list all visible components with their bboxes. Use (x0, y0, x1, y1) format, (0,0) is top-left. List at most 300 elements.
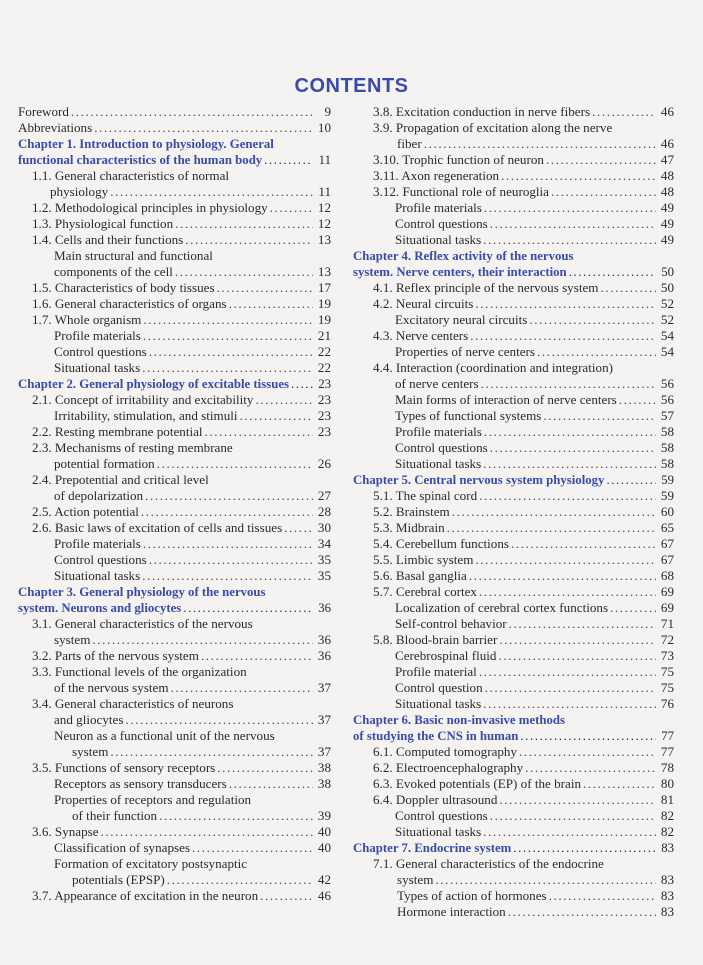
toc-leader-dots (520, 728, 656, 744)
toc-entry-title: Control question (395, 680, 483, 695)
toc-page-number: 81 (660, 792, 674, 807)
toc-page-number: 40 (317, 824, 331, 839)
toc-page-number: 83 (660, 888, 674, 903)
toc-page-number: 68 (660, 568, 674, 583)
toc-leader-dots (483, 456, 656, 472)
toc-entry (353, 504, 674, 520)
toc-entry (18, 344, 331, 360)
toc-leader-dots (481, 376, 656, 392)
toc-leader-dots (546, 152, 656, 168)
toc-entry (353, 232, 674, 248)
toc-entry-title: 3.7. Appearance of excitation in the neuron (32, 888, 259, 903)
toc-page-number: 49 (660, 216, 674, 231)
toc-leader-dots (270, 200, 313, 216)
toc-leader-dots (475, 552, 656, 568)
toc-entry-title: 3.12. Functional role of neuroglia (373, 184, 549, 199)
toc-leader-dots (583, 776, 656, 792)
toc-entry-title: Types of action of hormones (397, 888, 547, 903)
toc-leader-dots (94, 120, 313, 136)
toc-entry (18, 392, 331, 408)
toc-entry (18, 328, 331, 344)
toc-leader-dots (549, 888, 656, 904)
toc-entry-title: 3.6. Synapse (32, 824, 99, 839)
toc-entry: Main structural and functional (54, 248, 213, 263)
toc-leader-dots (424, 136, 656, 152)
toc-entry-title: Profile materials (395, 200, 482, 215)
toc-page-number: 69 (660, 584, 674, 599)
toc-entry-title: Chapter 7. Endocrine system (353, 841, 512, 855)
toc-page-number: 58 (660, 456, 674, 471)
toc-leader-dots (529, 312, 656, 328)
toc-entry (18, 200, 331, 216)
toc-entry (353, 520, 674, 536)
toc-entry-title: 1.4. Cells and their functions (32, 232, 184, 247)
toc-entry (18, 120, 331, 136)
toc-entry-title: Situational tasks (54, 360, 141, 375)
toc-page-number: 75 (660, 680, 674, 695)
toc-leader-dots (284, 520, 313, 536)
toc-page-number: 83 (660, 904, 674, 919)
toc-entry (18, 680, 331, 696)
toc-page-number: 46 (660, 136, 674, 151)
toc-page-number: 80 (660, 776, 674, 791)
toc-leader-dots (255, 392, 313, 408)
toc-entry (353, 888, 674, 904)
toc-entry (18, 216, 331, 232)
toc-entry (353, 840, 674, 856)
toc-page-number: 48 (660, 168, 674, 183)
toc-leader-dots (157, 456, 313, 472)
toc-entry (353, 664, 674, 680)
toc-leader-dots (71, 104, 313, 120)
toc-entry (18, 488, 331, 504)
toc-leader-dots (519, 744, 656, 760)
toc-entry-title: 1.7. Whole organism (32, 312, 142, 327)
toc-entry: 4.4. Interaction (coordination and integration) (373, 360, 613, 375)
toc-entry: Chapter 3. General physiology of the nervous (18, 585, 266, 599)
toc-entry (353, 600, 674, 616)
toc-entry (353, 648, 674, 664)
toc-leader-dots (610, 600, 656, 616)
toc-entry (18, 824, 331, 840)
toc-entry (18, 424, 331, 440)
toc-leader-dots (447, 520, 656, 536)
toc-entry-title: fiber (397, 136, 422, 151)
toc-page-number: 35 (317, 552, 331, 567)
toc-entry (18, 632, 331, 648)
toc-page-number: 82 (660, 808, 674, 823)
toc-page-number: 83 (661, 841, 674, 855)
toc-entry (353, 616, 674, 632)
toc-leader-dots (110, 744, 313, 760)
toc-entry (18, 360, 331, 376)
toc-entry-title: 3.10. Trophic function of neuron (373, 152, 544, 167)
toc-page-number: 75 (660, 664, 674, 679)
toc-entry-title: Situational tasks (395, 232, 482, 247)
toc-entry (353, 872, 674, 888)
toc-entry: Properties of receptors and regulation (54, 792, 252, 807)
toc-left-column (18, 104, 331, 904)
toc-entry (353, 568, 674, 584)
toc-page-number: 71 (660, 616, 674, 631)
toc-entry-title: Situational tasks (395, 824, 482, 839)
toc-page-number: 11 (318, 153, 331, 167)
toc-entry (353, 456, 674, 472)
toc-page-number: 56 (660, 392, 674, 407)
toc-entry (18, 872, 331, 888)
toc-entry (353, 296, 674, 312)
toc-leader-dots (291, 376, 313, 392)
toc-leader-dots (229, 296, 313, 312)
toc-leader-dots (142, 360, 313, 376)
toc-leader-dots (508, 904, 656, 920)
toc-entry-title: Situational tasks (395, 456, 482, 471)
toc-entry (18, 104, 331, 120)
toc-page-number: 77 (660, 744, 674, 759)
toc-entry (353, 728, 674, 744)
toc-entry-title: Profile materials (54, 536, 141, 551)
toc-entry-title: 5.4. Cerebellum functions (373, 536, 510, 551)
toc-entry-title: Foreword (18, 104, 69, 119)
toc-page-number: 35 (317, 568, 331, 583)
toc-page-number: 17 (317, 280, 331, 295)
toc-page-number: 57 (660, 408, 674, 423)
toc-leader-dots (167, 872, 313, 888)
toc-entry (353, 472, 674, 488)
toc-page-number: 46 (317, 888, 331, 903)
toc-leader-dots (435, 872, 656, 888)
toc-entry-title: 5.6. Basal ganglia (373, 568, 467, 583)
toc-leader-dots (110, 184, 313, 200)
toc-entry (353, 536, 674, 552)
toc-page-number: 22 (317, 344, 331, 359)
toc-leader-dots (175, 264, 313, 280)
toc-leader-dots (501, 168, 656, 184)
toc-entry (18, 536, 331, 552)
toc-entry-title: 2.2. Resting membrane potential (32, 424, 203, 439)
toc-entry-title: Localization of cerebral cortex functions (395, 600, 609, 615)
toc-page-number: 58 (660, 440, 674, 455)
toc-leader-dots (143, 312, 313, 328)
toc-entry-title: Control questions (395, 808, 488, 823)
toc-entry (353, 392, 674, 408)
toc-entry (18, 808, 331, 824)
toc-leader-dots (143, 536, 313, 552)
toc-entry (353, 760, 674, 776)
toc-entry (353, 584, 674, 600)
toc-leader-dots (619, 392, 656, 408)
toc-entry (353, 168, 674, 184)
toc-entry-title: system (54, 632, 91, 647)
toc-leader-dots (260, 888, 313, 904)
toc-entry-title: of nerve centers (395, 376, 479, 391)
toc-entry-title: Profile materials (54, 328, 141, 343)
toc-entry (353, 216, 674, 232)
toc-entry-title: Control questions (395, 440, 488, 455)
toc-entry-title: 2.5. Action potential (32, 504, 139, 519)
toc-entry (353, 280, 674, 296)
toc-entry-title: 4.1. Reflex principle of the nervous system (373, 280, 599, 295)
toc-entry-title: 3.5. Functions of sensory receptors (32, 760, 216, 775)
toc-entry-title: system (397, 872, 434, 887)
toc-page-number: 52 (660, 312, 674, 327)
toc-leader-dots (171, 680, 313, 696)
toc-page-number: 13 (317, 232, 331, 247)
toc-page-number: 37 (317, 712, 331, 727)
toc-page-number: 36 (317, 648, 331, 663)
toc-leader-dots (490, 440, 656, 456)
toc-entry: Chapter 6. Basic non-invasive methods (353, 713, 565, 727)
toc-leader-dots (511, 536, 656, 552)
toc-entry (18, 280, 331, 296)
toc-entry-title: 6.1. Computed tomography (373, 744, 518, 759)
toc-entry: Chapter 1. Introduction to physiology. General (18, 137, 274, 151)
toc-page-number: 67 (660, 552, 674, 567)
toc-entry-title: of depolarization (54, 488, 144, 503)
toc-entry (18, 408, 331, 424)
toc-entry-title: and gliocytes (54, 712, 124, 727)
toc-page-number: 30 (317, 520, 331, 535)
toc-leader-dots (600, 280, 656, 296)
toc-entry (18, 312, 331, 328)
toc-page-number: 23 (317, 392, 331, 407)
toc-leader-dots (569, 264, 656, 280)
toc-entry-title: components of the cell (54, 264, 173, 279)
toc-entry (353, 632, 674, 648)
toc-entry (18, 744, 331, 760)
toc-entry-title: physiology (50, 184, 109, 199)
toc-page-number: 12 (317, 200, 331, 215)
toc-leader-dots (143, 328, 313, 344)
toc-entry-title: 5.2. Brainstem (373, 504, 450, 519)
toc-page-number: 36 (317, 632, 331, 647)
toc-entry-title: 6.2. Electroencephalography (373, 760, 524, 775)
toc-entry-title: Control questions (395, 216, 488, 231)
toc-entry-title: system. Neurons and gliocytes (18, 601, 182, 615)
toc-entry-title: Profile materials (395, 424, 482, 439)
toc-leader-dots (499, 792, 656, 808)
toc-entry-title: Profile material (395, 664, 477, 679)
toc-entry-title: Situational tasks (54, 568, 141, 583)
toc-page-number: 50 (661, 265, 674, 279)
toc-entry (353, 200, 674, 216)
page-title: CONTENTS (294, 75, 409, 97)
toc-page-number: 38 (317, 776, 331, 791)
toc-page-number: 47 (660, 152, 674, 167)
toc-page-number: 36 (318, 601, 331, 615)
toc-leader-dots (142, 568, 313, 584)
toc-entry (18, 600, 331, 616)
toc-entry: 1.1. General characteristics of normal (32, 168, 230, 183)
toc-entry (18, 504, 331, 520)
toc-leader-dots (201, 648, 313, 664)
toc-entry: Neuron as a functional unit of the nervous (54, 728, 275, 743)
toc-entry-title: 5.3. Midbrain (373, 520, 445, 535)
toc-leader-dots (217, 760, 313, 776)
toc-entry (18, 376, 331, 392)
toc-page-number: 58 (660, 424, 674, 439)
toc-leader-dots (479, 664, 656, 680)
toc-entry: 3.1. General characteristics of the nervous (32, 616, 253, 631)
toc-page-number: 49 (660, 232, 674, 247)
toc-entry (353, 488, 674, 504)
toc-entry (18, 264, 331, 280)
toc-page-number: 82 (660, 824, 674, 839)
toc-leader-dots (509, 616, 656, 632)
toc-leader-dots (479, 584, 656, 600)
toc-entry-title: 6.3. Evoked potentials (EP) of the brain (373, 776, 581, 791)
toc-leader-dots (185, 232, 313, 248)
toc-page-number: 23 (317, 408, 331, 423)
toc-entry (18, 888, 331, 904)
toc-page-number: 54 (660, 328, 674, 343)
toc-entry-title: Control questions (54, 344, 147, 359)
toc-page-number: 34 (317, 536, 331, 551)
toc-page-number: 73 (660, 648, 674, 663)
toc-leader-dots (159, 808, 313, 824)
toc-entry (353, 824, 674, 840)
toc-page-number: 46 (660, 104, 674, 119)
toc-page-number: 83 (660, 872, 674, 887)
toc-page-number: 28 (317, 504, 331, 519)
toc-entry-title: 5.8. Blood-brain barrier (373, 632, 498, 647)
toc-leader-dots (192, 840, 313, 856)
toc-entry (18, 552, 331, 568)
toc-leader-dots (475, 296, 656, 312)
toc-page-number: 59 (661, 473, 674, 487)
toc-entry-title: Types of functional systems (395, 408, 542, 423)
toc-entry (353, 424, 674, 440)
toc-leader-dots (101, 824, 313, 840)
toc-leader-dots (513, 840, 656, 856)
toc-page-number: 38 (317, 760, 331, 775)
toc-leader-dots (484, 424, 656, 440)
toc-entry-title: 4.3. Nerve centers (373, 328, 469, 343)
toc-leader-dots (543, 408, 656, 424)
toc-page-number: 52 (660, 296, 674, 311)
toc-entry: 7.1. General characteristics of the endocrine (373, 856, 604, 871)
toc-leader-dots (537, 344, 656, 360)
toc-entry (18, 152, 331, 168)
toc-entry: 2.4. Prepotential and critical level (32, 472, 209, 487)
toc-leader-dots (205, 424, 313, 440)
toc-leader-dots (490, 808, 656, 824)
toc-entry (353, 312, 674, 328)
toc-entry-title: 5.7. Cerebral cortex (373, 584, 477, 599)
toc-leader-dots (149, 552, 313, 568)
toc-entry (18, 296, 331, 312)
toc-page-number: 19 (317, 296, 331, 311)
toc-entry-title: 3.2. Parts of the nervous system (32, 648, 199, 663)
toc-page-number: 26 (317, 456, 331, 471)
toc-leader-dots (551, 184, 656, 200)
toc-entry (353, 104, 674, 120)
toc-leader-dots (479, 488, 656, 504)
toc-page-number: 77 (661, 729, 674, 743)
toc-leader-dots (490, 216, 656, 232)
toc-entry (353, 776, 674, 792)
toc-entry: 3.3. Functional levels of the organization (32, 664, 247, 679)
toc-entry-title: of the nervous system (54, 680, 169, 695)
toc-entry-title: 3.11. Axon regeneration (373, 168, 500, 183)
toc-entry-title: potential formation (54, 456, 155, 471)
toc-entry-title: Main forms of interaction of nerve centers (395, 392, 617, 407)
toc-entry-title: 4.2. Neural circuits (373, 296, 474, 311)
toc-leader-dots (483, 696, 656, 712)
toc-entry: 3.4. General characteristics of neurons (32, 696, 234, 711)
toc-page-number: 65 (660, 520, 674, 535)
toc-leader-dots (470, 328, 656, 344)
toc-leader-dots (92, 632, 313, 648)
toc-entry (18, 456, 331, 472)
toc-leader-dots (125, 712, 313, 728)
toc-entry: 3.9. Propagation of excitation along the nerve (373, 120, 613, 135)
toc-entry (353, 744, 674, 760)
toc-entry (353, 808, 674, 824)
toc-leader-dots (240, 408, 313, 424)
toc-entry-title: Excitatory neural circuits (395, 312, 528, 327)
toc-leader-dots (229, 776, 313, 792)
toc-entry-title: Chapter 5. Central nervous system physiology (353, 473, 605, 487)
toc-entry-title: system. Nerve centers, their interaction (353, 265, 567, 279)
toc-entry (353, 552, 674, 568)
toc-entry (18, 776, 331, 792)
toc-page-number: 10 (317, 120, 331, 135)
toc-entry (18, 712, 331, 728)
toc-entry-title: 3.8. Excitation conduction in nerve fibers (373, 104, 591, 119)
toc-entry (353, 152, 674, 168)
toc-entry-title: system (72, 744, 109, 759)
toc-entry (353, 408, 674, 424)
toc-entry (353, 344, 674, 360)
toc-entry (353, 440, 674, 456)
toc-entry-title: Irritability, stimulation, and stimuli (54, 408, 238, 423)
toc-page-number: 27 (317, 488, 331, 503)
toc-entry-title: 1.2. Methodological principles in physiology (32, 200, 268, 215)
toc-entry-title: Abbreviations (18, 120, 93, 135)
toc-page-number: 56 (660, 376, 674, 391)
toc-leader-dots (145, 488, 313, 504)
toc-leader-dots (149, 344, 313, 360)
toc-entry (18, 568, 331, 584)
toc-leader-dots (452, 504, 656, 520)
toc-entry-title: of their function (72, 808, 158, 823)
toc-page-number: 37 (317, 680, 331, 695)
toc-entry-title: 6.4. Doppler ultrasound (373, 792, 498, 807)
toc-page-number: 11 (318, 184, 331, 199)
toc-leader-dots (606, 472, 656, 488)
toc-leader-dots (592, 104, 656, 120)
toc-entry (353, 376, 674, 392)
toc-entry-title: Classification of synapses (54, 840, 191, 855)
toc-leader-dots (141, 504, 313, 520)
toc-page-number: 69 (660, 600, 674, 615)
toc-entry (353, 680, 674, 696)
toc-leader-dots (525, 760, 656, 776)
toc-entry (353, 904, 674, 920)
toc-entry: Chapter 4. Reflex activity of the nervous (353, 249, 574, 263)
toc-entry-title: 1.5. Characteristics of body tissues (32, 280, 215, 295)
toc-page-number: 37 (317, 744, 331, 759)
toc-leader-dots (175, 216, 313, 232)
toc-entry-title: potentials (EPSP) (72, 872, 165, 887)
toc-right-column (353, 104, 674, 920)
toc-leader-dots (469, 568, 656, 584)
toc-entry: 2.3. Mechanisms of resting membrane (32, 440, 233, 455)
toc-leader-dots (264, 152, 313, 168)
toc-page-number: 50 (660, 280, 674, 295)
toc-entry (18, 760, 331, 776)
